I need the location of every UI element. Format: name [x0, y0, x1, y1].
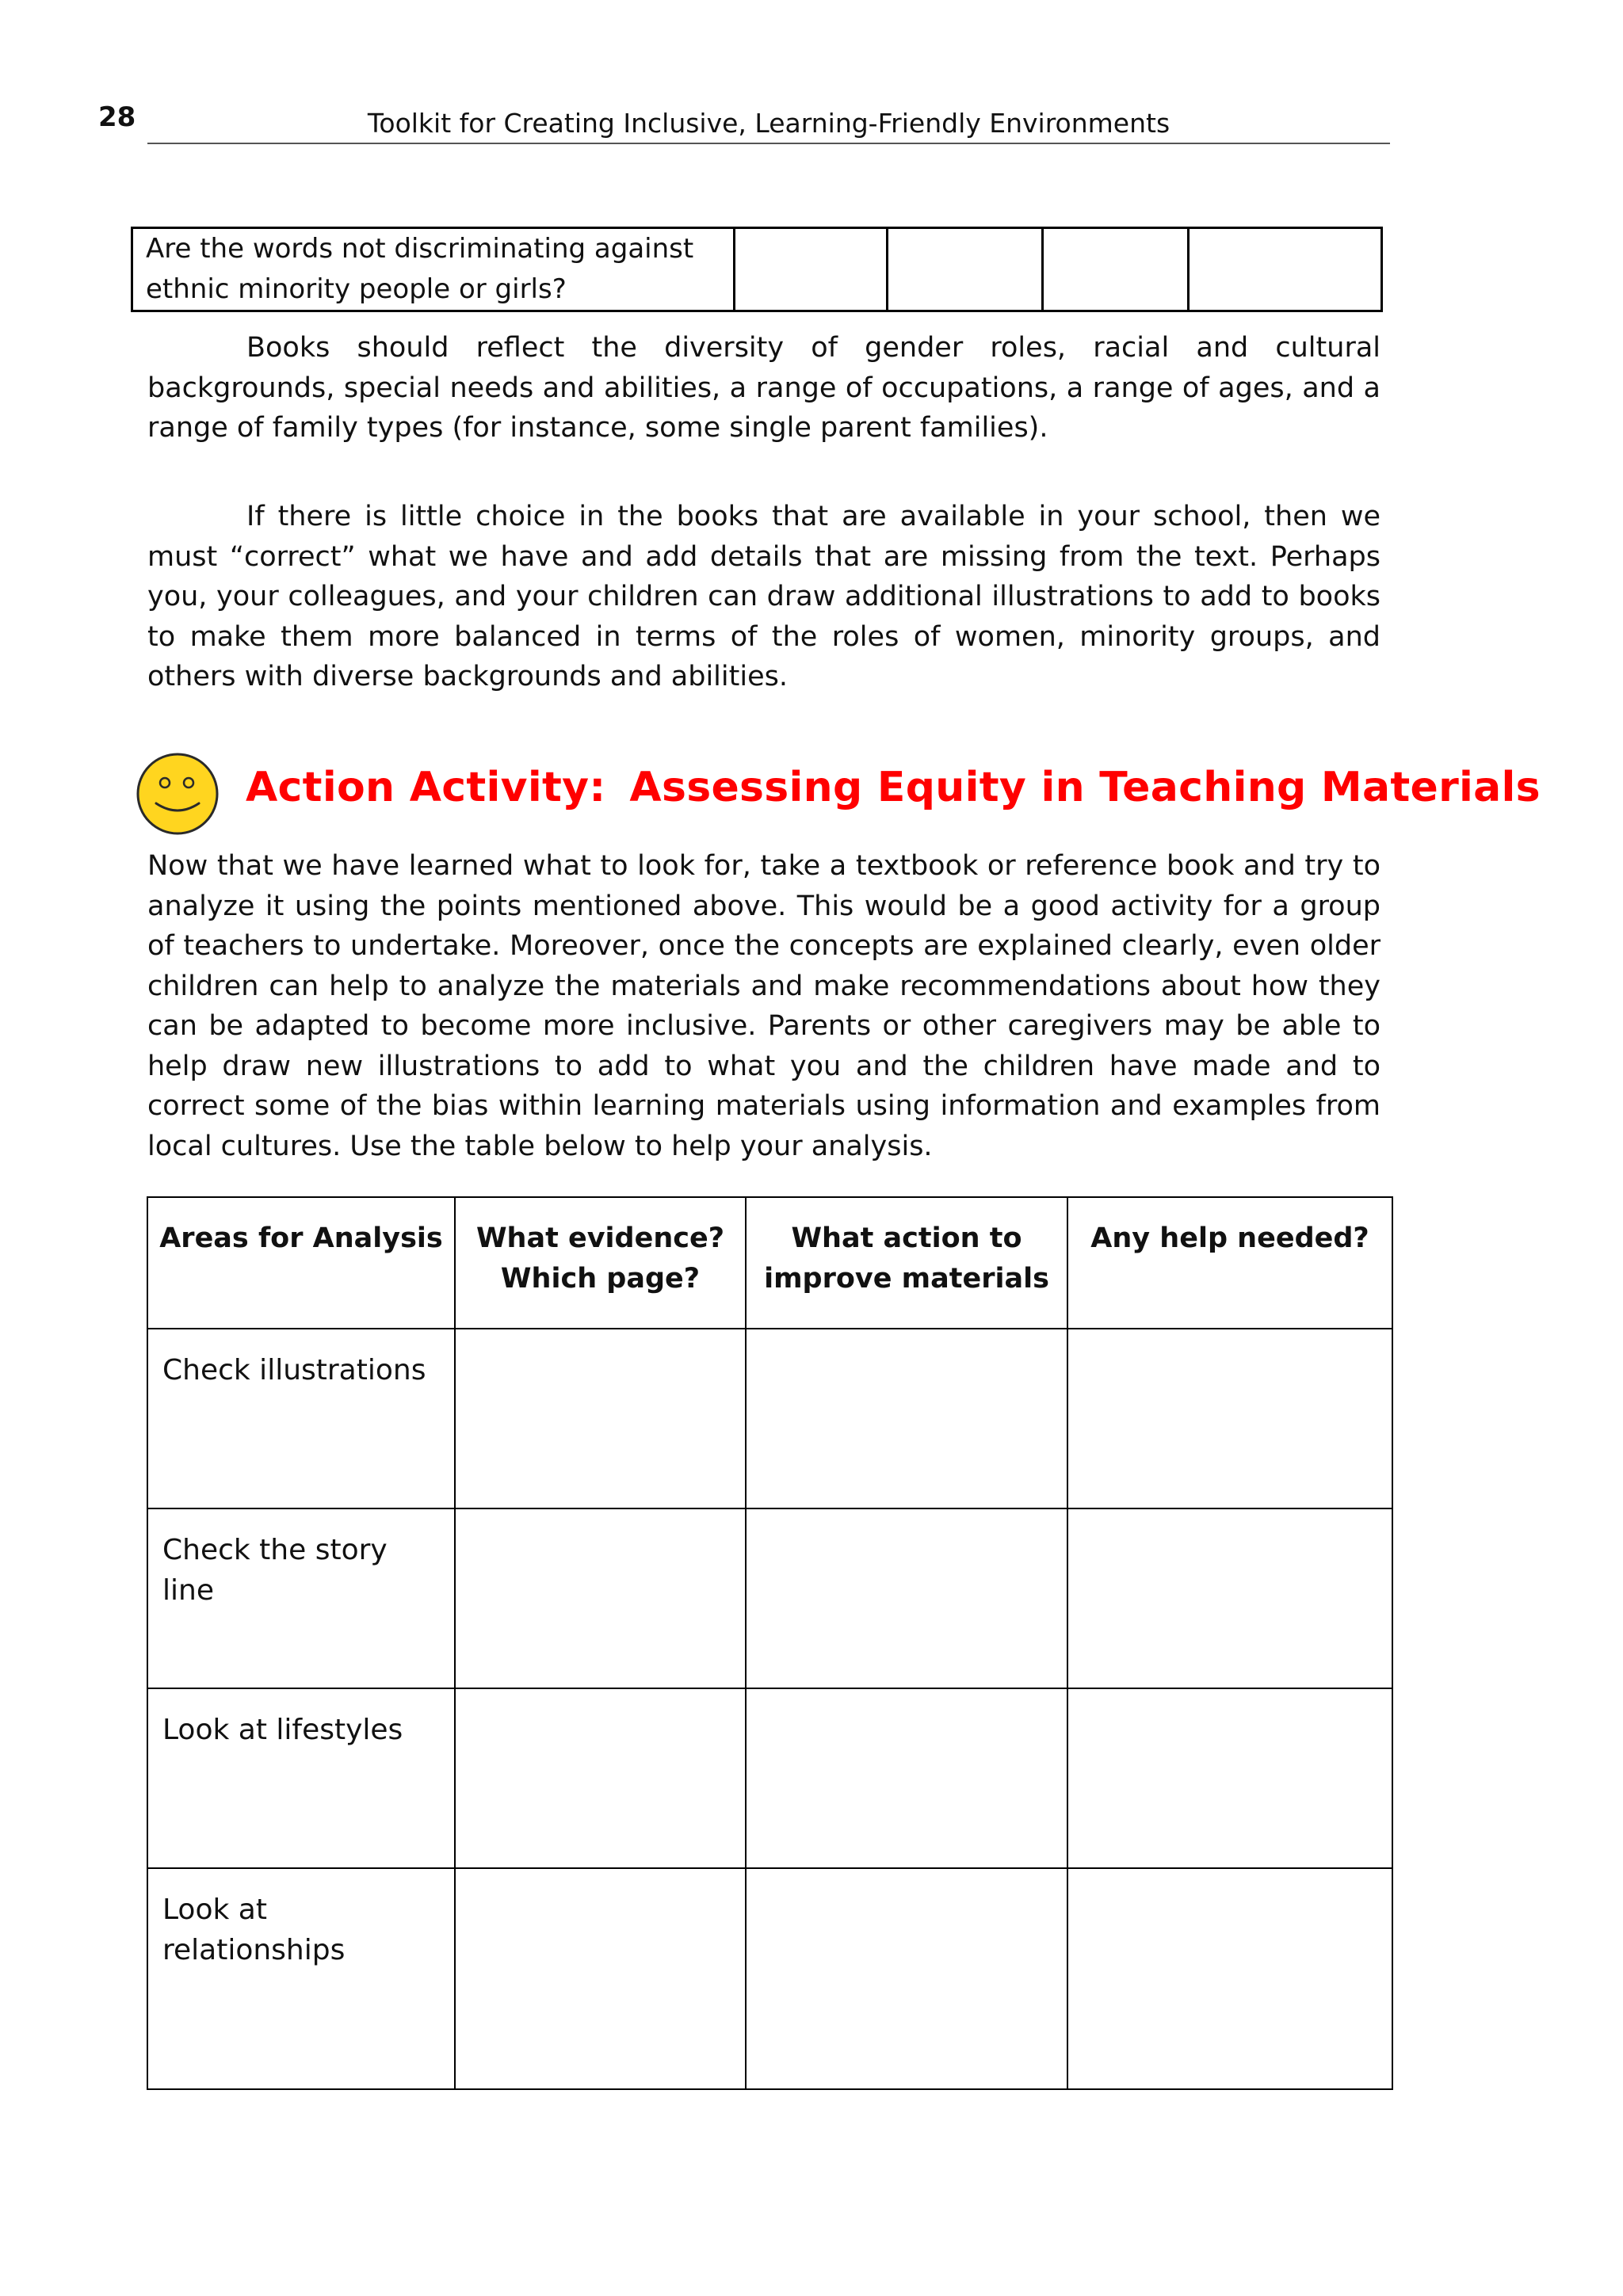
table-row [147, 1688, 1392, 1868]
action-cell [746, 1329, 1067, 1508]
paragraph-diversity: Books should reflect the diversity of gender roles, racial and cultural backgrounds, special needs and abilities, a range of occupations, a range of ages, and a range of family types (for instance, some single parent families). [147, 332, 1381, 444]
running-header-title: Toolkit for Creating Inclusive, Learning-Friendly Environments [367, 108, 1170, 139]
evidence-cell [455, 1329, 746, 1508]
checklist-answer-cell [888, 228, 1043, 311]
analysis-area: Look at lifestyles [147, 1688, 455, 1868]
help-cell [1067, 1868, 1392, 2089]
action-cell [746, 1868, 1067, 2089]
table-row [147, 1329, 1392, 1508]
activity-label: Action Activity: [246, 764, 606, 811]
help-cell [1067, 1688, 1392, 1868]
evidence-cell [455, 1688, 746, 1868]
analysis-area: Look at relationships [147, 1868, 455, 2089]
analysis-table [147, 1196, 1393, 2090]
page-number: 28 [98, 101, 136, 133]
activity-title: Assessing Equity in Teaching Materials [629, 764, 1541, 811]
table-header-row [147, 1197, 1392, 1329]
help-cell [1067, 1329, 1392, 1508]
evidence-cell [455, 1508, 746, 1688]
paragraph-activity-instructions: Now that we have learned what to look for, take a textbook or reference book and try to analyze it using the points mentioned above. This would be a good activity for a group of teachers to undertake. Moreover, once the concepts are explained clearly, even older children can help to analyze the materials and make recommendations about how they can be adapted to become more inclusive. Parents or other caregivers may be able to help draw new illustrations to add to what you and the children have made and to correct some of the bias within learning materials using information and examples from local cultures. Use the table below to help your analysis. [147, 850, 1381, 1162]
table-row [147, 1868, 1392, 2089]
column-header: Areas for Analysis [147, 1197, 455, 1329]
analysis-area: Check illustrations [147, 1329, 455, 1508]
checklist-table-continuation [131, 227, 1383, 312]
action-cell [746, 1688, 1067, 1868]
checklist-answer-cell [1043, 228, 1189, 311]
help-cell [1067, 1508, 1392, 1688]
column-header: What action to improve materials [746, 1197, 1067, 1329]
header-divider [147, 143, 1390, 144]
smiley-face-icon [135, 751, 220, 837]
column-header: Any help needed? [1067, 1197, 1392, 1329]
checklist-question: Are the words not discriminating against ethnic minority people or girls? [132, 228, 735, 311]
analysis-area: Check the story line [147, 1508, 455, 1688]
evidence-cell [455, 1868, 746, 2089]
checklist-answer-cell [735, 228, 888, 311]
activity-heading [246, 764, 1541, 811]
table-row [147, 1508, 1392, 1688]
table-row [132, 228, 1382, 311]
column-header: What evidence? Which page? [455, 1197, 746, 1329]
checklist-answer-cell [1189, 228, 1382, 311]
paragraph-correct-materials: If there is little choice in the books that are available in your school, then we must “correct” what we have and add details that are missing from the text. Perhaps you, your colleagues, and your children can draw additional illustrations to add to books to make them more balanced in terms of the roles of women, minority groups, and others with diverse backgrounds and abilities. [147, 501, 1381, 692]
action-cell [746, 1508, 1067, 1688]
